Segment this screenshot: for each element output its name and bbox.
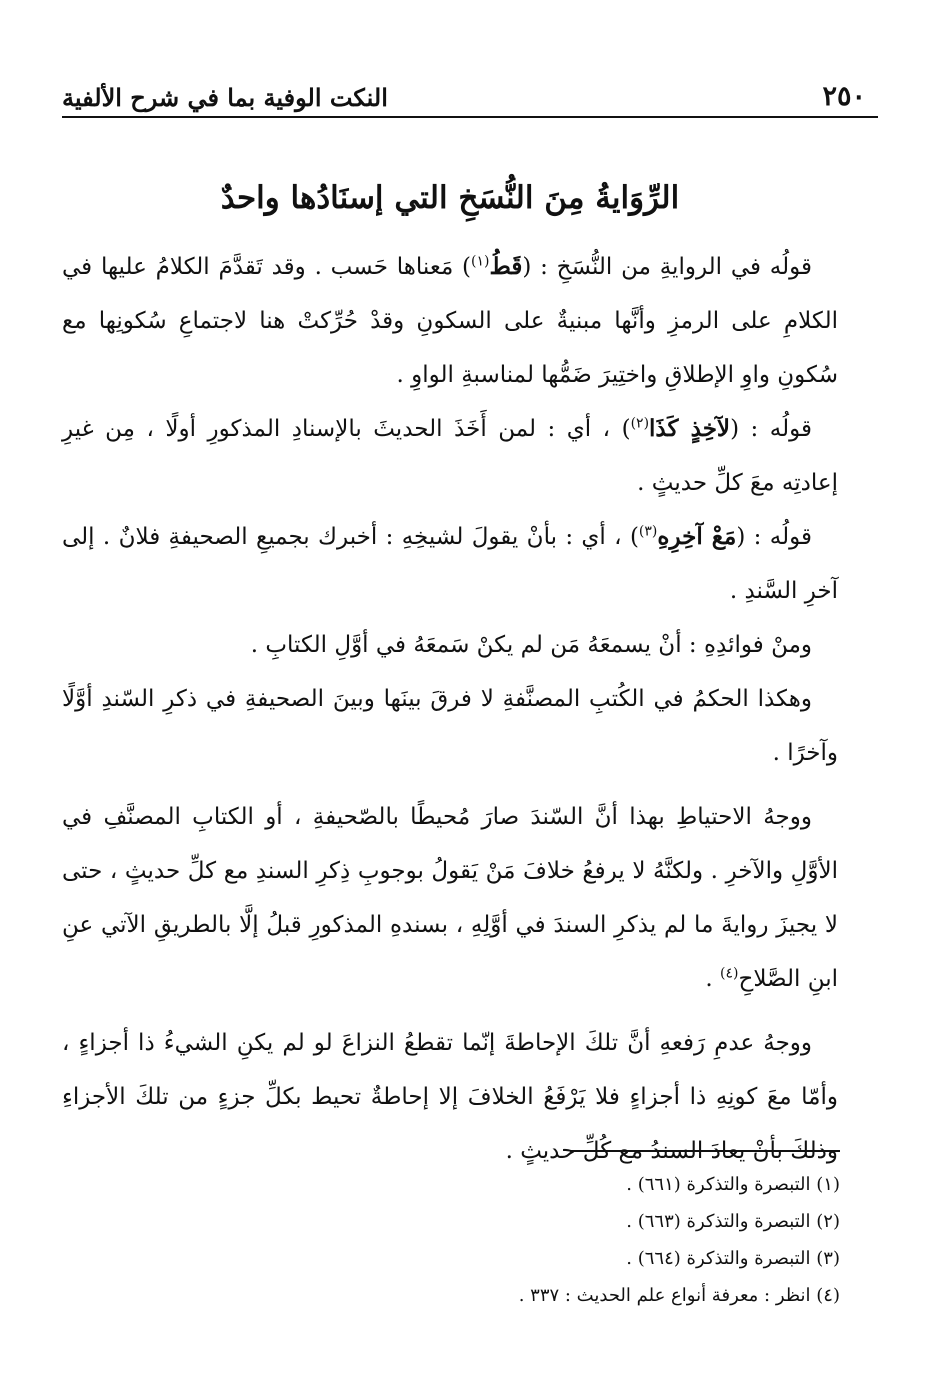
footnote-ref-4: (٤) <box>720 965 739 982</box>
paragraph-3 <box>62 510 838 618</box>
paragraph-2-lemma: لآخِذٍ كَذَا <box>649 415 731 442</box>
paragraph-6-text: ووجهُ الاحتياطِ بهذا أنَّ السّندَ صارَ مُحيطًا بالصّحيفةِ ، أو الكتابِ المصنَّفِ في الأوَّلِ والآخرِ . ولكنَّهُ لا يرفعُ خلافَ مَنْ يَقولُ بوجوبِ ذِكرِ السندِ مع كلِّ حديثٍ ، حتى لا يجيزَ روايةَ ما لم يذكرِ السندَ في أوَّلِهِ ، بسندهِ المذكورِ قبلُ إلَّا بالطريقِ الآتي عنِ ابنِ الصَّلاحِ <box>62 804 838 992</box>
footnote-4: (٤) انظر : معرفة أنواع علم الحديث : ٣٣٧ . <box>518 1285 840 1306</box>
paragraph-6-end: . <box>705 966 720 992</box>
paragraph-2-lead: قولُه : ( <box>730 416 813 442</box>
footnote-1: (١) التبصرة والتذكرة (٦٦١) . <box>626 1174 840 1195</box>
running-title: النكت الوفية بما في شرح الألفية <box>62 83 388 112</box>
paragraph-2 <box>62 402 838 510</box>
paragraph-2-text: ) ، أي : لمن أَخَذَ الحديثَ بالإسنادِ المذكورِ أولًا ، مِن غيرِ إعادتِه معَ كلِّ حديثٍ . <box>62 416 838 496</box>
footnote-2: (٢) التبصرة والتذكرة (٦٦٣) . <box>626 1211 840 1232</box>
page-number: ٢٥٠ <box>822 81 866 112</box>
footnotes <box>140 1150 840 1314</box>
paragraph-3-lemma: مَعْ آخِرِهِ <box>657 523 737 550</box>
footnote-separator <box>570 1150 840 1152</box>
paragraph-5: وهكذا الحكمُ في الكُتبِ المصنَّفةِ لا فرقَ بينَها وبينَ الصحيفةِ في ذكرِ السّندِ أوَّلًا وآخرًا . <box>62 686 838 766</box>
page-header <box>62 72 878 118</box>
paragraph-1-lemma: قَطُ <box>489 253 523 280</box>
paragraph-3-text: ) ، أي : بأنْ يقولَ لشيخِهِ : أخبرك بجميعِ الصحيفةِ فلانٌ . إلى آخرِ السَّندِ . <box>62 524 838 604</box>
footnote-3: (٣) التبصرة والتذكرة (٦٦٤) . <box>626 1248 840 1269</box>
paragraph-6 <box>62 790 838 1006</box>
paragraph-1 <box>62 240 838 402</box>
footnote-ref-2: (٢) <box>630 415 650 432</box>
paragraph-3-lead: قولُه : ( <box>736 524 812 550</box>
paragraph-1-text: ) مَعناها حَسب . وقد تَقدَّمَ الكلامُ عليها في الكلامِ على الرمزِ وأنَّها مبنيةٌ على السكونِ وقدْ حُرِّكتْ هنا لاجتماعِ سُكونِها مع سُكونِ واوِ الإطلاقِ واختِيرَ ضَمُّها لمناسبةِ الواوِ . <box>62 254 838 388</box>
chapter-title: الرِّوَايةُ مِنَ النُّسَخِ التي إسنَادُها واحدٌ <box>220 180 680 216</box>
main-text <box>62 170 838 1178</box>
paragraph-4: ومنْ فوائدِهِ : أنْ يسمعَهُ مَن لم يكنْ سَمعَهُ في أوَّلِ الكتابِ . <box>250 632 812 658</box>
footnote-ref-3: (٣) <box>638 523 658 540</box>
footnote-ref-1: (١) <box>471 253 490 270</box>
paragraph-1-lead: قولُه في الروايةِ من النُّسَخِ : ( <box>522 254 812 280</box>
paragraph-7: ووجهُ عدمِ رَفعهِ أنَّ تلكَ الإحاطةَ إنّما تقطعُ النزاعَ لو لم يكنِ الشيءُ ذا أجزاءٍ ، وأمّا معَ كونِهِ ذا أجزاءٍ فلا يَرْفَعُ الخلافَ إلا إحاطةٌ تحيط بكلِّ جزءٍ من تلكَ الأجزاءِ وذلكَ بأنْ يعادَ السندُ مع كُلِّ حديثٍ . <box>62 1030 838 1164</box>
